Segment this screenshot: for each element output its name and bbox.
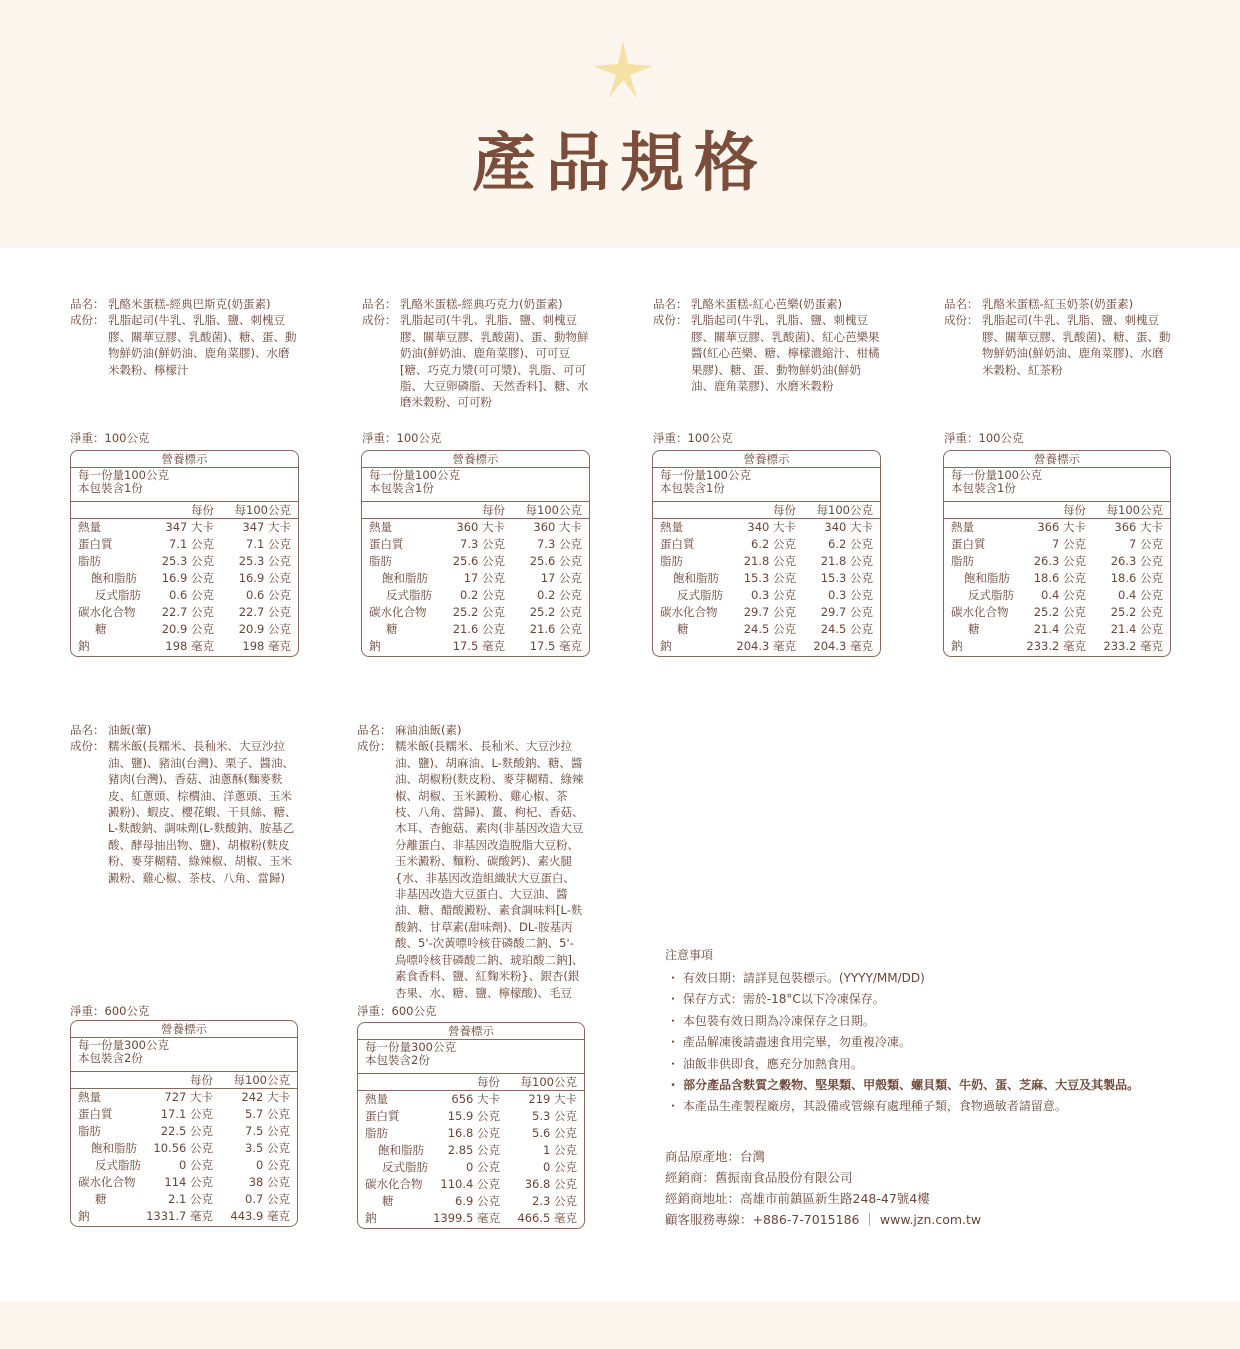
nutrient-name: 碳水化合物 bbox=[369, 605, 427, 619]
nutrient-name: 糖 bbox=[95, 1192, 107, 1206]
per-100g-value: 17.5 毫克 bbox=[529, 639, 582, 653]
per-100g-value: 3.5 公克 bbox=[245, 1141, 290, 1155]
notes-title: 注意事項 bbox=[665, 948, 714, 962]
serving-size: 每一份量100公克 bbox=[369, 468, 460, 482]
serving-info bbox=[653, 468, 880, 502]
per-serving-value: 22.7 公克 bbox=[161, 605, 214, 619]
nutrient-name: 碳水化合物 bbox=[78, 1175, 136, 1189]
per-serving-value: 15.9 公克 bbox=[447, 1109, 500, 1123]
net-weight: 淨重：100公克 bbox=[653, 431, 733, 445]
per-serving-value: 2.1 公克 bbox=[168, 1192, 213, 1206]
nutrition-header bbox=[358, 1074, 584, 1091]
per-serving-value: 233.2 毫克 bbox=[1026, 639, 1086, 653]
nutrient-name: 鈉 bbox=[951, 639, 963, 653]
page-footer bbox=[0, 1301, 1240, 1349]
nutrition-row bbox=[71, 1089, 297, 1106]
nutrient-name: 蛋白質 bbox=[369, 537, 404, 551]
per-100g-value: 360 大卡 bbox=[533, 520, 582, 534]
ingredients-label: 成份： bbox=[362, 313, 397, 328]
nutrition-row bbox=[358, 1159, 584, 1176]
product-name: 乳酪米蛋糕-紅心芭樂(奶蛋素) bbox=[691, 297, 843, 311]
product-name: 麻油油飯(素) bbox=[395, 723, 462, 737]
nutrition-row bbox=[71, 1123, 297, 1140]
company-info bbox=[665, 1146, 981, 1230]
per-100g-value: 21.8 公克 bbox=[820, 554, 873, 568]
nutrient-name: 脂肪 bbox=[660, 554, 683, 568]
nutrition-row bbox=[653, 621, 880, 638]
nutrition-row bbox=[944, 519, 1170, 536]
per-100g-value: 0.2 公克 bbox=[537, 588, 582, 602]
nutrition-row bbox=[358, 1176, 584, 1193]
per-serving-header: 每份 bbox=[191, 503, 214, 517]
nutrition-header bbox=[71, 1072, 297, 1089]
nutrition-row bbox=[71, 1157, 297, 1174]
per-serving-value: 360 大卡 bbox=[456, 520, 505, 534]
serving-size: 每一份量100公克 bbox=[78, 468, 169, 482]
per-100g-value: 0 公克 bbox=[543, 1160, 577, 1174]
per-100g-value: 25.2 公克 bbox=[1110, 605, 1163, 619]
servings-per-pack: 本包裝含2份 bbox=[78, 1051, 143, 1065]
nutrition-row bbox=[653, 604, 880, 621]
per-100g-value: 219 大卡 bbox=[528, 1092, 577, 1106]
per-serving-value: 110.4 公克 bbox=[440, 1177, 500, 1191]
per-100g-value: 347 大卡 bbox=[242, 520, 291, 534]
per-serving-value: 204.3 毫克 bbox=[736, 639, 796, 653]
nutrient-name: 飽和脂肪 bbox=[91, 1141, 137, 1155]
per-serving-header: 每份 bbox=[190, 1073, 213, 1087]
servings-per-pack: 本包裝含1份 bbox=[369, 481, 434, 495]
nutrition-row bbox=[71, 1208, 297, 1225]
net-weight: 淨重：100公克 bbox=[362, 431, 442, 445]
nutrient-name: 熱量 bbox=[78, 520, 101, 534]
per-100g-value: 242 大卡 bbox=[241, 1090, 290, 1104]
nutrition-row bbox=[71, 536, 298, 553]
per-serving-value: 114 公克 bbox=[164, 1175, 213, 1189]
per-100g-value: 25.6 公克 bbox=[529, 554, 582, 568]
per-serving-value: 25.2 公克 bbox=[452, 605, 505, 619]
product-info-3 bbox=[653, 296, 881, 394]
product-ingredients: 乳脂起司(牛乳、乳脂、鹽、刺槐豆膠、關華豆膠、乳酸菌)、糖、蛋、動物鮮奶油(鮮奶油、鹿角菜膠)、水磨米穀粉、紅茶粉 bbox=[982, 313, 1171, 377]
per-serving-header: 每份 bbox=[477, 1075, 500, 1089]
per-100g-value: 38 公克 bbox=[248, 1175, 290, 1189]
nutrition-row bbox=[71, 570, 298, 587]
nutrient-name: 飽和脂肪 bbox=[964, 571, 1010, 585]
per-serving-value: 21.4 公克 bbox=[1033, 622, 1086, 636]
nutrition-title: 營養標示 bbox=[944, 451, 1170, 468]
distributor: 經銷商：舊振南食品股份有限公司 bbox=[665, 1170, 853, 1185]
product-info-4 bbox=[944, 296, 1172, 378]
nutrition-header bbox=[653, 502, 880, 519]
per-serving-header: 每份 bbox=[482, 503, 505, 517]
nutrition-table bbox=[357, 1022, 585, 1229]
per-100g-value: 29.7 公克 bbox=[820, 605, 873, 619]
name-label: 品名： bbox=[653, 297, 688, 311]
notes-section bbox=[665, 946, 1139, 1118]
per-100g-value: 21.4 公克 bbox=[1110, 622, 1163, 636]
per-serving-value: 15.3 公克 bbox=[743, 571, 796, 585]
nutrition-title: 營養標示 bbox=[362, 451, 589, 468]
nutrient-name: 蛋白質 bbox=[365, 1109, 400, 1123]
per-serving-header: 每份 bbox=[1063, 503, 1086, 517]
nutrient-name: 脂肪 bbox=[78, 554, 101, 568]
net-weight: 淨重：100公克 bbox=[70, 431, 150, 445]
nutrient-name: 反式脂肪 bbox=[95, 1158, 141, 1172]
nutrition-row bbox=[944, 604, 1170, 621]
per-100g-value: 20.9 公克 bbox=[238, 622, 291, 636]
per-100g-value: 204.3 毫克 bbox=[813, 639, 873, 653]
per-100g-value: 7.1 公克 bbox=[246, 537, 291, 551]
nutrient-name: 飽和脂肪 bbox=[91, 571, 137, 585]
nutrition-row bbox=[358, 1125, 584, 1142]
serving-size: 每一份量100公克 bbox=[660, 468, 751, 482]
per-100g-value: 6.2 公克 bbox=[828, 537, 873, 551]
nutrition-row bbox=[71, 1140, 297, 1157]
nutrition-row bbox=[358, 1142, 584, 1159]
note-item-allergen: ・ 部分產品含麩質之穀物、堅果類、甲殼類、螺貝類、牛奶、蛋、芝麻、大豆及其製品。 bbox=[667, 1078, 1140, 1093]
per-serving-value: 6.2 公克 bbox=[751, 537, 796, 551]
serving-info bbox=[71, 1038, 297, 1072]
nutrition-row bbox=[653, 553, 880, 570]
per-100g-header: 每100公克 bbox=[520, 1075, 577, 1089]
per-100g-value: 340 大卡 bbox=[824, 520, 873, 534]
nutrient-name: 熱量 bbox=[369, 520, 392, 534]
name-label: 品名： bbox=[70, 723, 105, 737]
nutrition-table bbox=[70, 450, 299, 657]
nutrient-name: 糖 bbox=[95, 622, 107, 636]
per-100g-header: 每100公克 bbox=[1106, 503, 1163, 517]
product-name: 乳酪米蛋糕-經典巴斯克(奶蛋素) bbox=[108, 297, 271, 311]
per-100g-value: 18.6 公克 bbox=[1110, 571, 1163, 585]
nutrient-name: 飽和脂肪 bbox=[382, 571, 428, 585]
nutrient-name: 脂肪 bbox=[951, 554, 974, 568]
nutrient-name: 鈉 bbox=[660, 639, 672, 653]
per-serving-value: 7.3 公克 bbox=[460, 537, 505, 551]
per-serving-value: 2.85 公克 bbox=[447, 1143, 500, 1157]
per-serving-value: 16.9 公克 bbox=[161, 571, 214, 585]
per-serving-value: 21.8 公克 bbox=[743, 554, 796, 568]
per-serving-value: 0.6 公克 bbox=[169, 588, 214, 602]
per-100g-value: 22.7 公克 bbox=[238, 605, 291, 619]
nutrient-name: 反式脂肪 bbox=[677, 588, 723, 602]
per-100g-value: 7 公克 bbox=[1129, 537, 1163, 551]
per-serving-value: 1331.7 毫克 bbox=[146, 1209, 213, 1223]
per-100g-value: 233.2 毫克 bbox=[1103, 639, 1163, 653]
per-serving-value: 16.8 公克 bbox=[447, 1126, 500, 1140]
per-100g-value: 16.9 公克 bbox=[238, 571, 291, 585]
nutrition-row bbox=[358, 1108, 584, 1125]
nutrition-row bbox=[71, 519, 298, 536]
per-100g-value: 26.3 公克 bbox=[1110, 554, 1163, 568]
per-100g-value: 24.5 公克 bbox=[820, 622, 873, 636]
product-info-2 bbox=[362, 296, 590, 411]
nutrient-name: 蛋白質 bbox=[660, 537, 695, 551]
serving-info bbox=[362, 468, 589, 502]
nutrition-row bbox=[362, 553, 589, 570]
serving-size: 每一份量300公克 bbox=[365, 1040, 456, 1054]
per-serving-value: 22.5 公克 bbox=[160, 1124, 213, 1138]
origin: 商品原產地：台灣 bbox=[665, 1149, 766, 1164]
nutrition-table bbox=[943, 450, 1171, 657]
nutrition-table bbox=[652, 450, 881, 657]
serving-info bbox=[358, 1040, 584, 1074]
nutrition-row bbox=[653, 536, 880, 553]
name-label: 品名： bbox=[362, 297, 397, 311]
nutrition-row bbox=[653, 638, 880, 655]
nutrition-row bbox=[71, 1174, 297, 1191]
nutrient-name: 反式脂肪 bbox=[382, 1160, 428, 1174]
product-info-6 bbox=[357, 722, 585, 1001]
nutrition-row bbox=[358, 1091, 584, 1108]
servings-per-pack: 本包裝含1份 bbox=[951, 481, 1016, 495]
per-100g-value: 466.5 毫克 bbox=[517, 1211, 577, 1225]
per-serving-value: 1399.5 毫克 bbox=[433, 1211, 500, 1225]
per-100g-value: 7.3 公克 bbox=[537, 537, 582, 551]
ingredients-label: 成份： bbox=[70, 313, 105, 328]
per-100g-value: 36.8 公克 bbox=[524, 1177, 577, 1191]
nutrient-name: 糖 bbox=[968, 622, 980, 636]
nutrition-row bbox=[362, 587, 589, 604]
nutrition-header bbox=[944, 502, 1170, 519]
nutrient-name: 熱量 bbox=[78, 1090, 101, 1104]
per-100g-value: 21.6 公克 bbox=[529, 622, 582, 636]
nutrient-name: 飽和脂肪 bbox=[673, 571, 719, 585]
nutrient-name: 糖 bbox=[677, 622, 689, 636]
nutrient-name: 鈉 bbox=[78, 639, 90, 653]
per-serving-value: 6.9 公克 bbox=[455, 1194, 500, 1208]
nutrient-name: 碳水化合物 bbox=[78, 605, 136, 619]
nutrient-name: 糖 bbox=[382, 1194, 394, 1208]
per-serving-value: 25.2 公克 bbox=[1033, 605, 1086, 619]
nutrition-row bbox=[653, 519, 880, 536]
per-serving-value: 26.3 公克 bbox=[1033, 554, 1086, 568]
per-serving-value: 10.56 公克 bbox=[153, 1141, 213, 1155]
nutrition-row bbox=[362, 519, 589, 536]
nutrition-title: 營養標示 bbox=[358, 1023, 584, 1040]
nutrition-title: 營養標示 bbox=[71, 1021, 297, 1038]
nutrient-name: 脂肪 bbox=[365, 1126, 388, 1140]
nutrient-name: 反式脂肪 bbox=[968, 588, 1014, 602]
nutrient-name: 脂肪 bbox=[369, 554, 392, 568]
per-serving-value: 347 大卡 bbox=[165, 520, 214, 534]
name-label: 品名： bbox=[357, 723, 392, 737]
nutrient-name: 脂肪 bbox=[78, 1124, 101, 1138]
product-name: 油飯(葷) bbox=[108, 723, 152, 737]
per-100g-value: 15.3 公克 bbox=[820, 571, 873, 585]
note-item: ・ 本產品生產製程廠房，其設備或管線有處理種子類，食物過敏者請留意。 bbox=[667, 1099, 1067, 1114]
nutrient-name: 碳水化合物 bbox=[365, 1177, 423, 1191]
per-serving-value: 366 大卡 bbox=[1037, 520, 1086, 534]
nutrition-title: 營養標示 bbox=[653, 451, 880, 468]
per-serving-value: 727 大卡 bbox=[164, 1090, 213, 1104]
per-serving-value: 17 公克 bbox=[463, 571, 505, 585]
note-item: ・ 產品解凍後請盡速食用完畢，勿重複冷凍。 bbox=[667, 1035, 911, 1050]
nutrition-row bbox=[71, 1106, 297, 1123]
product-ingredients: 糯米飯(長糯米、長秈米、大豆沙拉油、鹽)、豬油(台灣)、栗子、醬油、豬肉(台灣)、香菇、油蔥酥(麵麥麩皮、紅蔥頭、棕櫚油、洋蔥頭、玉米澱粉)、蝦皮、櫻花蝦、干貝絲、糖、L-麩酸鈉、調味劑(L-麩酸鈉、胺基乙酸、酵母抽出物、鹽)、胡椒粉(麩皮粉、麥芽糊精、綠辣椒、胡椒、玉米澱粉、雞心椒、茶枝、八角、當歸) bbox=[108, 739, 297, 885]
per-100g-header: 每100公克 bbox=[233, 1073, 290, 1087]
per-100g-value: 5.7 公克 bbox=[245, 1107, 290, 1121]
per-100g-value: 366 大卡 bbox=[1114, 520, 1163, 534]
nutrient-name: 糖 bbox=[386, 622, 398, 636]
per-100g-value: 25.2 公克 bbox=[529, 605, 582, 619]
product-info-5 bbox=[70, 722, 298, 886]
product-info-1 bbox=[70, 296, 300, 378]
name-label: 品名： bbox=[70, 297, 105, 311]
per-100g-value: 17 公克 bbox=[540, 571, 582, 585]
ingredients-label: 成份： bbox=[70, 739, 105, 754]
page-header bbox=[0, 0, 1240, 248]
note-item: ・ 有效日期：請詳見包裝標示。(YYYY/MM/DD) bbox=[667, 971, 925, 985]
product-name: 乳酪米蛋糕-紅玉奶茶(奶蛋素) bbox=[982, 297, 1134, 311]
product-ingredients: 乳脂起司(牛乳、乳脂、鹽、刺槐豆膠、關華豆膠、乳酸菌)、糖、蛋、動物鮮奶油(鮮奶油、鹿角菜膠)、水磨米穀粉、檸檬汁 bbox=[108, 313, 297, 377]
per-serving-value: 25.6 公克 bbox=[452, 554, 505, 568]
nutrition-row bbox=[71, 638, 298, 655]
per-serving-value: 7.1 公克 bbox=[169, 537, 214, 551]
nutrition-row bbox=[944, 570, 1170, 587]
per-100g-header: 每100公克 bbox=[525, 503, 582, 517]
servings-per-pack: 本包裝含1份 bbox=[660, 481, 725, 495]
nutrition-table bbox=[361, 450, 590, 657]
nutrient-name: 飽和脂肪 bbox=[378, 1143, 424, 1157]
serving-info bbox=[71, 468, 298, 502]
servings-per-pack: 本包裝含1份 bbox=[78, 481, 143, 495]
per-100g-value: 7.5 公克 bbox=[245, 1124, 290, 1138]
nutrition-title: 營養標示 bbox=[71, 451, 298, 468]
servings-per-pack: 本包裝含2份 bbox=[365, 1053, 430, 1067]
nutrition-row bbox=[358, 1210, 584, 1227]
nutrient-name: 熱量 bbox=[951, 520, 974, 534]
nutrient-name: 蛋白質 bbox=[951, 537, 986, 551]
nutrition-row bbox=[71, 604, 298, 621]
per-serving-value: 656 大卡 bbox=[451, 1092, 500, 1106]
per-serving-value: 25.3 公克 bbox=[161, 554, 214, 568]
nutrition-header bbox=[362, 502, 589, 519]
serving-size: 每一份量100公克 bbox=[951, 468, 1042, 482]
per-100g-header: 每100公克 bbox=[234, 503, 291, 517]
ingredients-label: 成份： bbox=[653, 313, 688, 328]
nutrition-row bbox=[944, 536, 1170, 553]
nutrition-row bbox=[944, 587, 1170, 604]
net-weight: 淨重：600公克 bbox=[357, 1004, 437, 1018]
net-weight: 淨重：100公克 bbox=[944, 431, 1024, 445]
nutrition-row bbox=[362, 638, 589, 655]
per-serving-value: 0.3 公克 bbox=[751, 588, 796, 602]
per-serving-value: 198 毫克 bbox=[165, 639, 214, 653]
nutrient-name: 熱量 bbox=[365, 1092, 388, 1106]
nutrition-row bbox=[71, 1191, 297, 1208]
page-title: 產品規格 bbox=[472, 126, 768, 201]
customer-hotline: 顧客服務專線：+886-7-7015186 ｜ www.jzn.com.tw bbox=[665, 1212, 982, 1227]
per-serving-value: 17.5 毫克 bbox=[452, 639, 505, 653]
nutrient-name: 碳水化合物 bbox=[660, 605, 718, 619]
product-ingredients: 糯米飯(長糯米、長秈米、大豆沙拉油、鹽)、胡麻油、L-麩酸鈉、糖、醬油、胡椒粉(麩皮粉、麥芽糊精、綠辣椒、胡椒、玉米澱粉、雞心椒、茶枝、八角、當歸)、薑、枸杞、香菇、木耳、杏鮑菇、素肉(非基因改造大豆分離蛋白、非基因改造脫脂大豆粉、玉米澱粉、麵粉、碳酸鈣)、素火腿{水、非基因改造組織狀大豆蛋白、非基因改造大豆蛋白、大豆油、醬油、糖、醋酸澱粉、素食調味料[L-麩酸鈉、甘草素(甜味劑)、DL-胺基丙酸、5'-次黃嘌呤核苷磷酸二鈉、5'-鳥嘌呤核苷磷酸二鈉、琥珀酸二鈉]、素食香料、鹽、紅麴米粉}、銀杏(銀杏果、水、糖、鹽、檸檬酸)、毛豆 bbox=[395, 739, 584, 1000]
per-100g-value: 0.4 公克 bbox=[1118, 588, 1163, 602]
star-icon bbox=[593, 40, 653, 98]
ingredients-label: 成份： bbox=[357, 739, 392, 754]
per-serving-value: 21.6 公克 bbox=[452, 622, 505, 636]
name-label: 品名： bbox=[944, 297, 979, 311]
serving-info bbox=[944, 468, 1170, 502]
nutrient-name: 蛋白質 bbox=[78, 1107, 113, 1121]
nutrition-row bbox=[944, 621, 1170, 638]
nutrition-row bbox=[944, 553, 1170, 570]
per-100g-value: 0.3 公克 bbox=[828, 588, 873, 602]
net-weight: 淨重：600公克 bbox=[70, 1004, 150, 1018]
nutrient-name: 鈉 bbox=[369, 639, 381, 653]
nutrition-row bbox=[358, 1193, 584, 1210]
note-item: ・ 本包裝有效日期為冷凍保存之日期。 bbox=[667, 1013, 875, 1028]
nutrition-header bbox=[71, 502, 298, 519]
per-100g-value: 5.3 公克 bbox=[532, 1109, 577, 1123]
note-item: ・ 油飯非供即食，應充分加熱食用。 bbox=[667, 1056, 863, 1071]
nutrient-name: 反式脂肪 bbox=[386, 588, 432, 602]
nutrition-row bbox=[653, 570, 880, 587]
per-serving-value: 340 大卡 bbox=[747, 520, 796, 534]
nutrition-row bbox=[71, 621, 298, 638]
per-serving-value: 7 公克 bbox=[1052, 537, 1086, 551]
note-item: ・ 保存方式：需於-18°C以下冷凍保存。 bbox=[667, 992, 885, 1007]
nutrition-row bbox=[944, 638, 1170, 655]
nutrition-table bbox=[70, 1020, 298, 1227]
nutrition-row bbox=[362, 621, 589, 638]
per-100g-value: 0.6 公克 bbox=[246, 588, 291, 602]
nutrient-name: 反式脂肪 bbox=[95, 588, 141, 602]
per-100g-value: 0.7 公克 bbox=[245, 1192, 290, 1206]
per-100g-value: 2.3 公克 bbox=[532, 1194, 577, 1208]
per-100g-value: 5.6 公克 bbox=[532, 1126, 577, 1140]
per-100g-value: 0 公克 bbox=[256, 1158, 290, 1172]
per-serving-value: 29.7 公克 bbox=[743, 605, 796, 619]
per-100g-header: 每100公克 bbox=[816, 503, 873, 517]
per-100g-value: 1 公克 bbox=[543, 1143, 577, 1157]
nutrient-name: 鈉 bbox=[78, 1209, 90, 1223]
nutrition-row bbox=[362, 536, 589, 553]
nutrient-name: 蛋白質 bbox=[78, 537, 113, 551]
nutrition-row bbox=[71, 587, 298, 604]
per-100g-value: 443.9 毫克 bbox=[230, 1209, 290, 1223]
serving-size: 每一份量300公克 bbox=[78, 1038, 169, 1052]
per-serving-value: 18.6 公克 bbox=[1033, 571, 1086, 585]
nutrition-row bbox=[653, 587, 880, 604]
nutrition-row bbox=[71, 553, 298, 570]
per-serving-value: 24.5 公克 bbox=[743, 622, 796, 636]
product-ingredients: 乳脂起司(牛乳、乳脂、鹽、刺槐豆膠、關華豆膠、乳酸菌)、蛋、動物鮮奶油(鮮奶油、鹿角菜膠)、可可豆[糖、巧克力漿(可可漿)、乳脂、可可脂、大豆卵磷脂、天然香料]、糖、水磨米穀粉、可可粉 bbox=[400, 313, 589, 410]
per-serving-value: 17.1 公克 bbox=[160, 1107, 213, 1121]
per-serving-value: 20.9 公克 bbox=[161, 622, 214, 636]
product-name: 乳酪米蛋糕-經典巧克力(奶蛋素) bbox=[400, 297, 563, 311]
nutrition-row bbox=[362, 604, 589, 621]
per-serving-value: 0 公克 bbox=[179, 1158, 213, 1172]
per-100g-value: 25.3 公克 bbox=[238, 554, 291, 568]
ingredients-label: 成份： bbox=[944, 313, 979, 328]
per-serving-value: 0.2 公克 bbox=[460, 588, 505, 602]
nutrient-name: 熱量 bbox=[660, 520, 683, 534]
per-serving-header: 每份 bbox=[773, 503, 796, 517]
nutrition-row bbox=[362, 570, 589, 587]
nutrient-name: 碳水化合物 bbox=[951, 605, 1009, 619]
distributor-address: 經銷商地址：高雄市前鎮區新生路248-47號4樓 bbox=[665, 1191, 930, 1206]
per-100g-value: 198 毫克 bbox=[242, 639, 291, 653]
nutrient-name: 鈉 bbox=[365, 1211, 377, 1225]
product-ingredients: 乳脂起司(牛乳、乳脂、鹽、刺槐豆膠、關華豆膠、乳酸菌)、紅心芭樂果醬(紅心芭樂、糖、檸檬濃縮汁、柑橘果膠)、糖、蛋、動物鮮奶油(鮮奶油、鹿角菜膠)、水磨米穀粉 bbox=[691, 313, 880, 394]
per-serving-value: 0.4 公克 bbox=[1041, 588, 1086, 602]
per-serving-value: 0 公克 bbox=[466, 1160, 500, 1174]
